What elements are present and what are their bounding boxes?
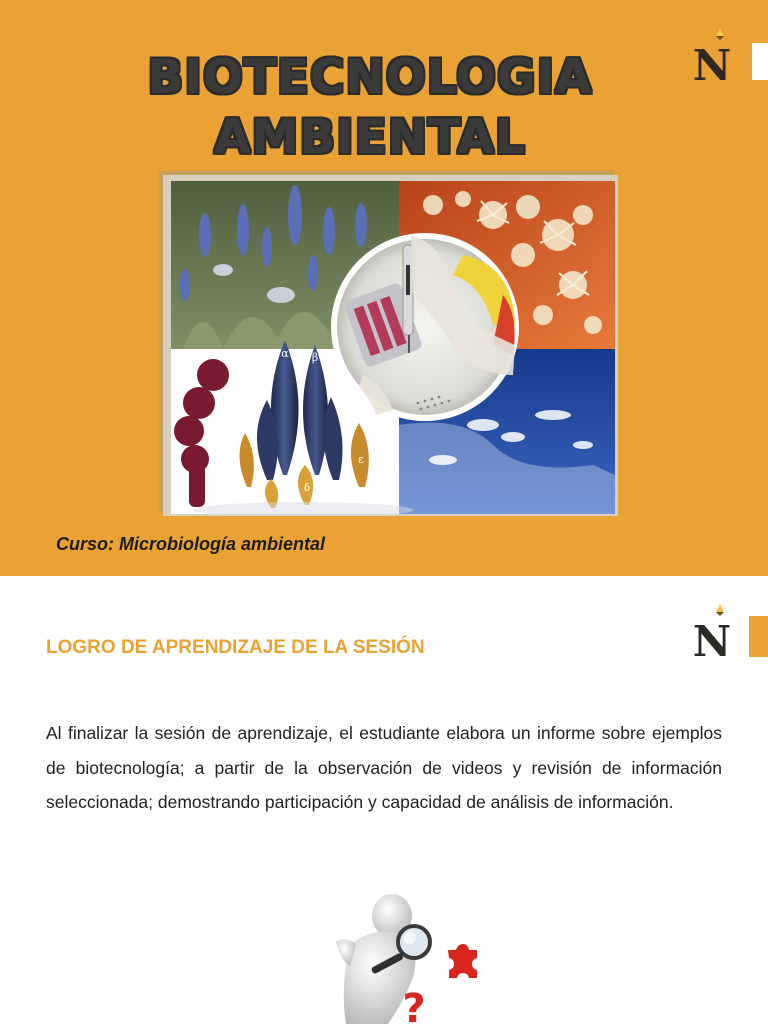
biotech-collage-image	[163, 175, 618, 516]
title-line-2: AMBIENTAL	[214, 110, 526, 165]
beta-label: β	[311, 351, 319, 364]
logo-letter-2: N	[692, 617, 732, 660]
svg-text:?: ?	[402, 986, 426, 1024]
university-logo-icon-2	[690, 600, 734, 660]
title-line-1: BIOTECNOLOGIA	[147, 50, 593, 105]
magnifier-puzzle-figure-icon	[310, 886, 500, 1024]
delta-label: δ	[303, 483, 311, 494]
epsilon-label: ε	[358, 453, 364, 466]
course-label: Curso: Microbiología ambiental	[56, 534, 326, 554]
university-logo-icon	[690, 24, 734, 84]
corner-tab	[752, 43, 768, 80]
alpha-label: α	[281, 347, 289, 360]
section-heading: LOGRO DE APRENDIZAJE DE LA SESIÓN	[46, 637, 425, 658]
objective-slide	[0, 576, 768, 1024]
logo-letter: N	[692, 41, 732, 84]
corner-tab-2	[749, 616, 768, 657]
learning-objective-text: Al finalizar la sesión de aprendizaje, el estudiante elabora un informe sobre ejemplos de biotecnología; a partir de la observación de videos y revisión de información seleccionada; demostrando participación y capacidad de análisis de información.	[46, 723, 722, 812]
